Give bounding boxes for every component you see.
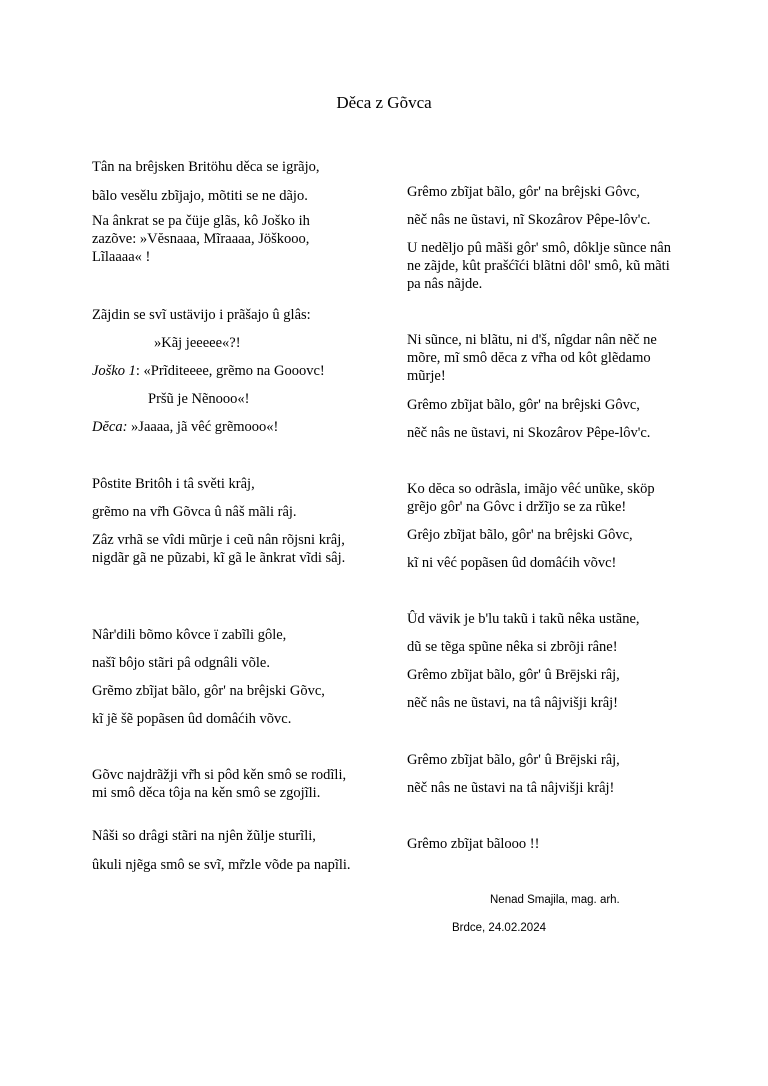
author-signature: Nenad Smajila, mag. arh.	[490, 894, 620, 906]
stanza-9-line-1: Ûd vävik je b'lu takũ i takũ nêka ustãne,	[407, 611, 640, 627]
refrain-1-line-2: nẽč nâs ne ũstavi, nĩ Skozârov Pêpe-lôv'c.	[407, 212, 651, 228]
stanza-9-line-4: nẽč nâs ne ũstavi, na tâ nâjvišji krâj!	[407, 695, 618, 711]
stanza-5-line-3: ûkuli njẽga smô se svĩ, mr̃zle võde pa napĩli.	[92, 857, 351, 873]
stanza-8: Ko dĕca so odrãsla, imãjo vêć unũke, sköp grẽjo gôr' na Gôvc i držĩjo se za rũke!	[407, 481, 655, 515]
refrain-4-line-2: nẽč nâs ne ũstavi na tâ nâjvišji krâj!	[407, 780, 615, 796]
stanza-5-line-1: Gõvc najdrãžji vr̃h si pôd kěn smô se rodĩli, mi smô děca tôja na kěn smô se zgojĩli.	[92, 767, 347, 801]
stanza-2-line-3	[92, 362, 354, 380]
poem-title: Děca z Gõvca	[336, 93, 432, 112]
stanza-3-line-2: grẽmo na vr̃h Gõvca û nâš mãli râj.	[92, 504, 297, 520]
stanza-4-line-3: Grẽmo zbĩjat bãlo, gôr' na brêjski Gõvc,	[92, 683, 325, 699]
stanza-2-line-5	[92, 418, 354, 436]
stanza-3-line-3: Zâz vrhã se vîdi mũrje i ceũ nân rõjsni krâj, nigdãr gã ne pũzabi, kĩ gã le ãnkrat vĩdi sâj.	[92, 532, 346, 566]
stanza-3-line-1: Pôstite Britôh i tâ světi krâj,	[92, 476, 255, 492]
stanza-7: Ni sũnce, ni blãtu, ni d'š, nîgdar nân nẽč ne mõre, mĩ smô dĕca z vr̃ha od kôt glẽdamo mũrje!	[407, 332, 657, 384]
stanza-9-line-3: Grêmo zbĩjat bãlo, gôr' û Brējski râj,	[407, 667, 620, 683]
stanza-1-line-2: bãlo vesělu zbĩjajo, mõtiti se ne dãjo.	[92, 188, 308, 204]
stanza-1-line-1: Tân na brêjsken Britöhu děca se igrãjo,	[92, 159, 320, 175]
refrain-3-line-2: kĩ ni vêć popãsen ûd domâćih võvc!	[407, 555, 617, 571]
refrain-4-line-1: Grêmo zbĩjat bãlo, gôr' û Brējski râj,	[407, 752, 620, 768]
stanza-1-line-3: Na ânkrat se pa čüje glãs, kô Joško ih zazõve: »Vĕsnaaa, Mĩraaaa, Jöškooo, Lĩlaaaa« !	[92, 213, 310, 265]
stanza-5-line-2: Nâši so drâgi stãri na njên žũlje sturĩli,	[92, 828, 316, 844]
speaker-text: : «Prĩditeeee, grẽmo na Gooovc!	[135, 363, 325, 379]
stanza-4-line-2: našĩ bôjo stãri pâ odgnâli võle.	[92, 655, 270, 671]
stanza-2-line-1: Zãjdin se svĩ ustävijo i prãšajo û glâs:	[92, 307, 311, 323]
speaker-label: Joško 1	[92, 363, 136, 379]
stanza-9-line-2: dũ se tẽga spũne nêka si zbrõji râne!	[407, 639, 618, 655]
refrain-3-line-1: Grêjo zbĩjat bãlo, gôr' na brêjski Gôvc,	[407, 527, 633, 543]
stanza-6: U nedẽljo pû mãši gôr' smô, dôklje sũnce nân ne zãjde, kût prašćĩći blãtni dôl' smô, kũ mãti pa nâs nãjde.	[407, 240, 671, 292]
speaker-label: Dĕca:	[92, 419, 128, 435]
stanza-2-line-2: »Kãj jeeeee«?!	[154, 335, 241, 351]
refrain-2-line-1: Grêmo zbĩjat bãlo, gôr' na brêjski Gôvc,	[407, 397, 640, 413]
place-date: Brdce, 24.02.2024	[452, 922, 546, 934]
stanza-4-line-4: kĩ jẽ šẽ popãsen ûd domâćih võvc.	[92, 711, 292, 727]
stanza-2-line-4: Pršũ je Nẽnooo«!	[148, 391, 250, 407]
refrain-2-line-2: nẽč nâs ne ũstavi, ni Skozârov Pêpe-lôv'c.	[407, 425, 651, 441]
speaker-text: »Jaaaa, jã vêć grẽmooo«!	[127, 419, 279, 435]
stanza-4-line-1: Nâr'dili bõmo kôvce ï zabĩli gôle,	[92, 627, 287, 643]
refrain-1-line-1: Grêmo zbĩjat bãlo, gôr' na brêjski Gôvc,	[407, 184, 640, 200]
closing-line: Grêmo zbĩjat bãlooo !!	[407, 836, 540, 852]
